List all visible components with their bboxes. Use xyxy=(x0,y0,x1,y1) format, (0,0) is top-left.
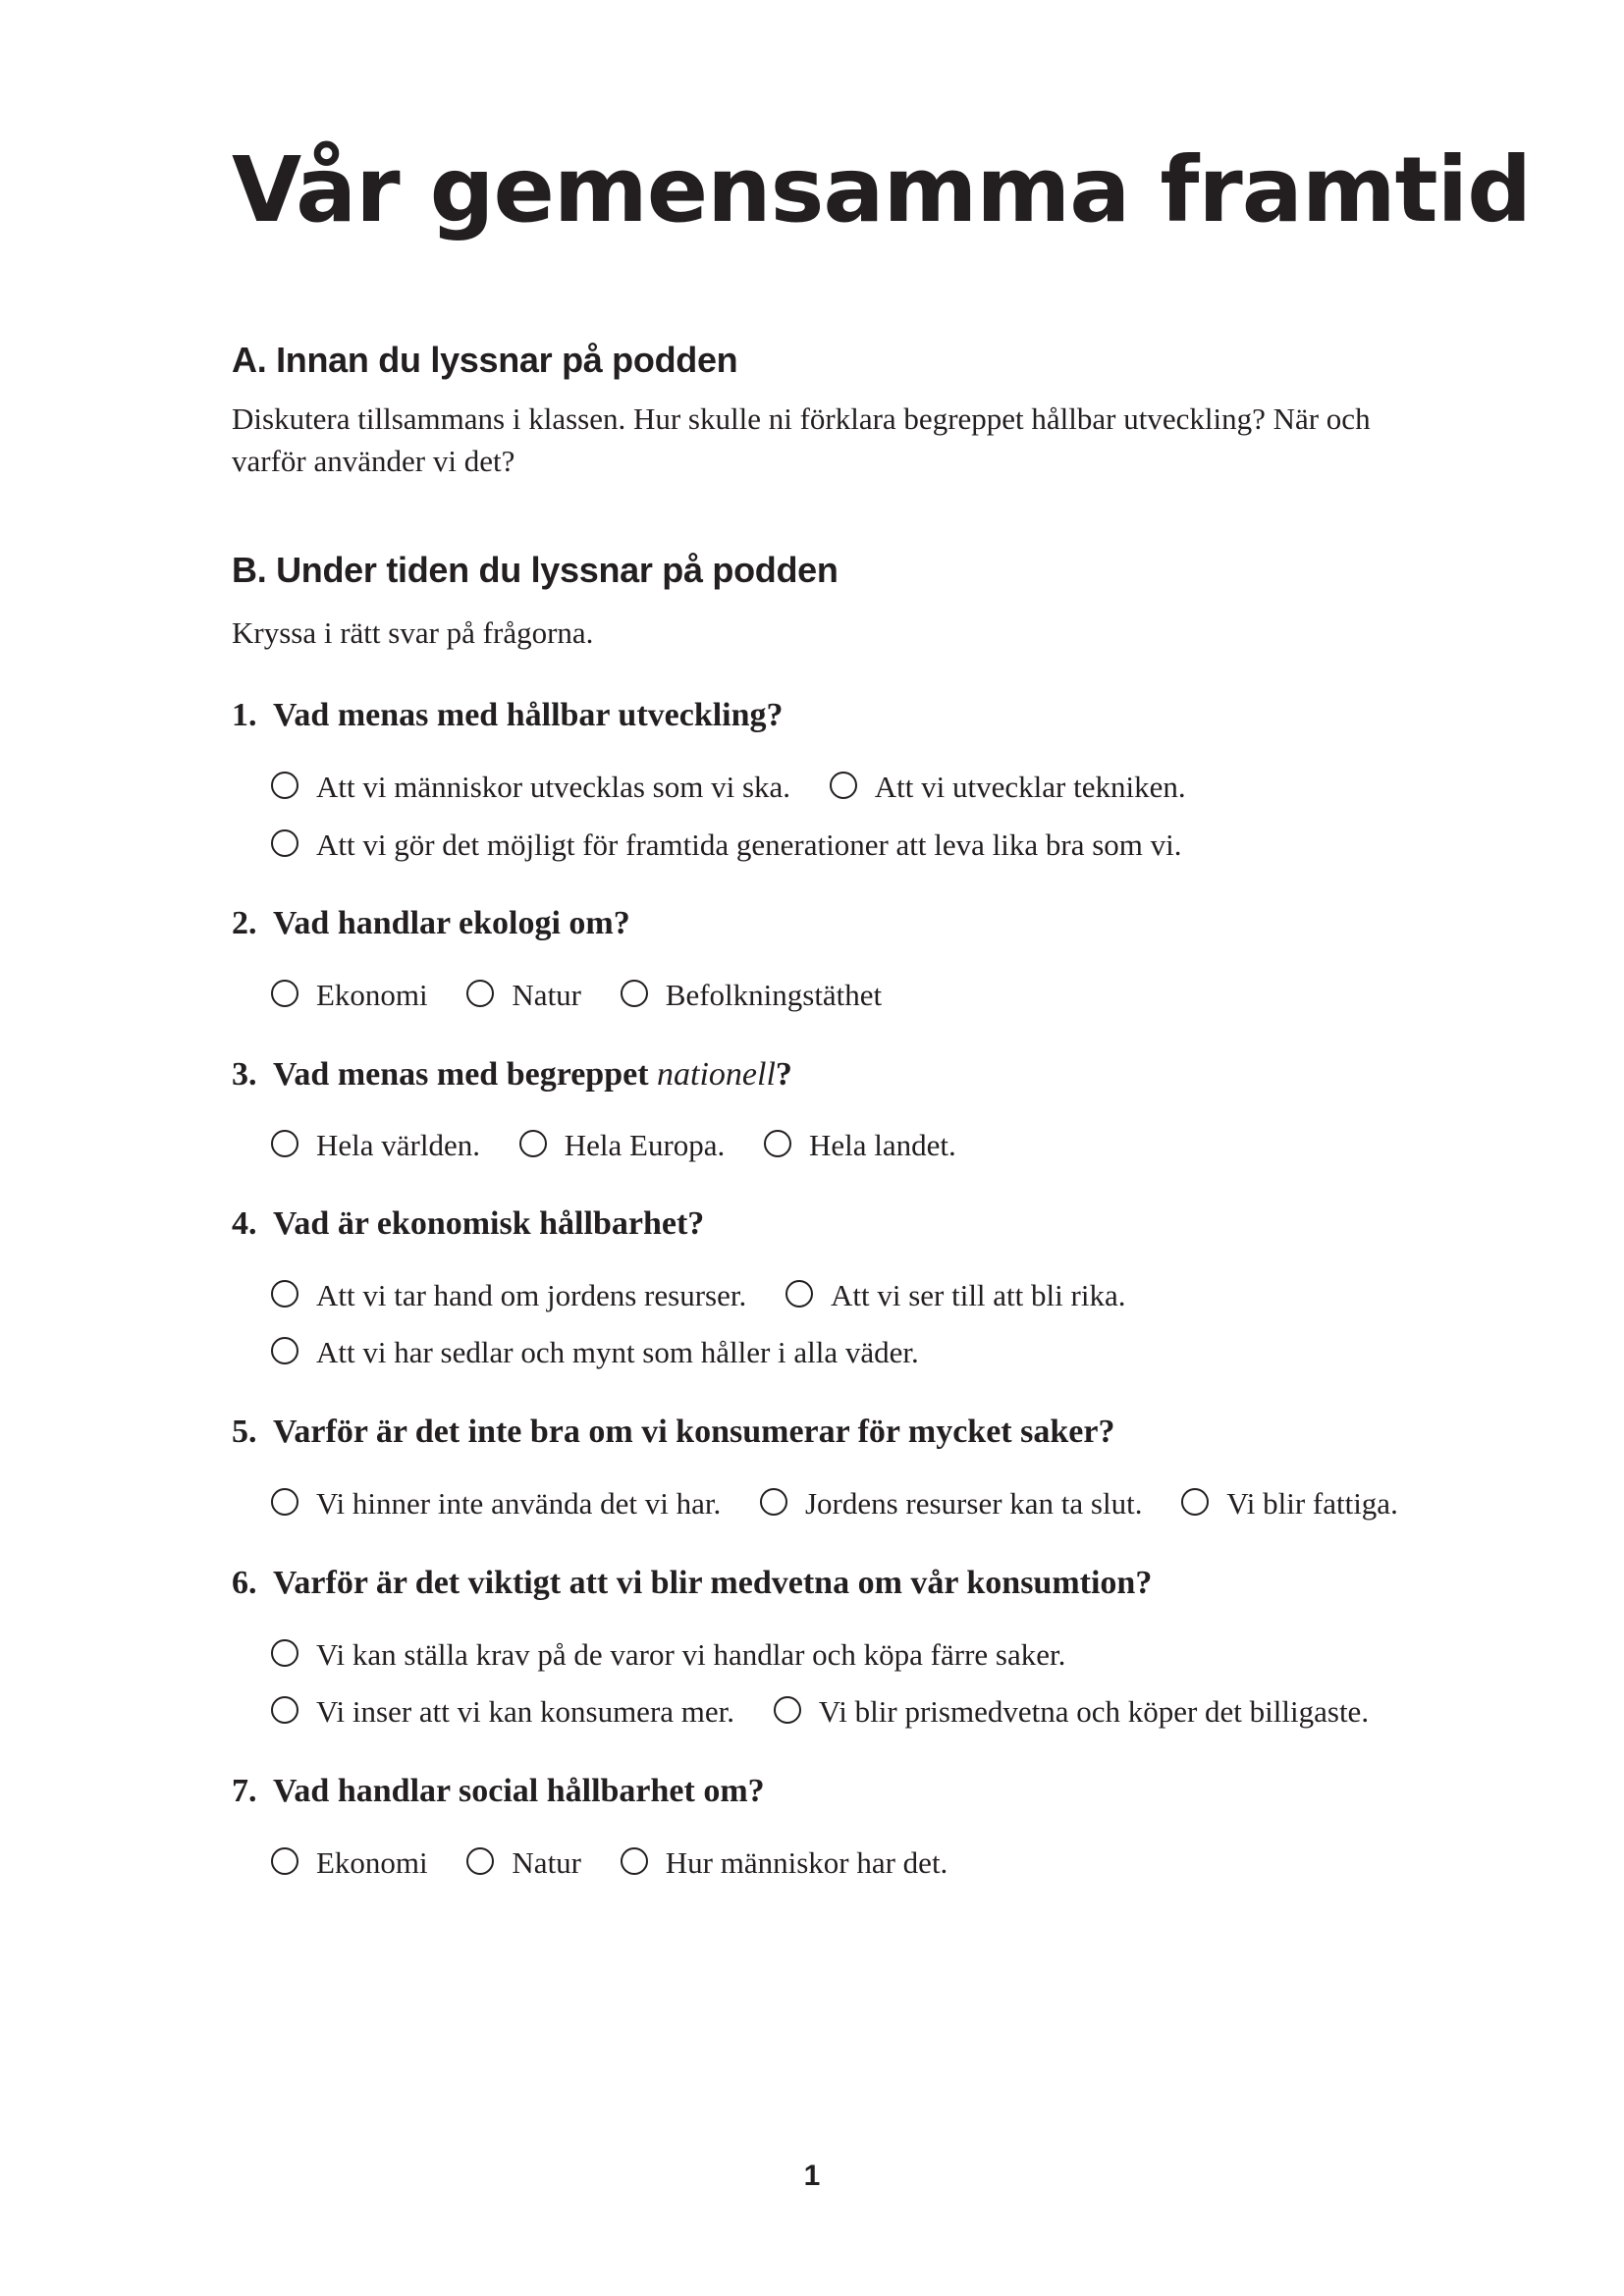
option-label: Att vi tar hand om jordens resurser. xyxy=(316,1278,747,1313)
question-2 xyxy=(232,905,630,942)
question-3-options-row-1 xyxy=(271,1122,956,1161)
question-5-options-row-1 xyxy=(271,1480,1398,1520)
radio-button[interactable] xyxy=(271,1696,298,1724)
option-label: Natur xyxy=(512,1845,582,1881)
radio-button[interactable] xyxy=(760,1488,787,1516)
radio-button[interactable] xyxy=(466,980,494,1007)
option-label: Att vi gör det möjligt för framtida generationer att leva lika bra som vi. xyxy=(316,828,1182,863)
question-number: 5. xyxy=(232,1414,257,1450)
option-label: Befolkningstäthet xyxy=(665,978,883,1013)
question-text: Varför är det viktigt att vi blir medvetna om vår konsumtion? xyxy=(273,1565,1153,1601)
radio-button[interactable] xyxy=(774,1696,801,1724)
option-label: Att vi människor utvecklas som vi ska. xyxy=(316,770,791,805)
question-number: 7. xyxy=(232,1773,257,1809)
section-a-text xyxy=(232,398,1459,482)
question-4 xyxy=(232,1205,704,1243)
radio-button[interactable] xyxy=(271,1130,298,1157)
question-number: 4. xyxy=(232,1205,257,1242)
question-number: 6. xyxy=(232,1565,257,1601)
option-label: Hur människor har det. xyxy=(665,1845,948,1881)
question-1-options-row-1 xyxy=(271,764,1186,803)
q5-option-b[interactable] xyxy=(760,1481,1143,1523)
q2-option-c[interactable] xyxy=(621,973,882,1015)
question-5 xyxy=(232,1414,1114,1451)
q2-option-a[interactable] xyxy=(271,973,428,1015)
radio-button[interactable] xyxy=(785,1280,813,1308)
question-1 xyxy=(232,697,784,734)
radio-button[interactable] xyxy=(466,1847,494,1875)
option-label: Att vi ser till att bli rika. xyxy=(830,1278,1126,1313)
radio-button[interactable] xyxy=(271,1280,298,1308)
radio-button[interactable] xyxy=(519,1130,547,1157)
radio-button[interactable] xyxy=(271,1639,298,1667)
question-text-italic: nationell xyxy=(657,1056,776,1093)
section-a-heading: A. Innan du lyssnar på podden xyxy=(232,340,738,380)
radio-button[interactable] xyxy=(271,1337,298,1364)
q7-option-b[interactable] xyxy=(466,1841,581,1883)
question-text: Vad är ekonomisk hållbarhet? xyxy=(273,1205,705,1242)
q5-option-c[interactable] xyxy=(1181,1481,1398,1523)
radio-button[interactable] xyxy=(271,1847,298,1875)
question-number: 2. xyxy=(232,905,257,941)
q7-option-c[interactable] xyxy=(621,1841,948,1883)
question-text: Vad menas med hållbar utveckling? xyxy=(273,697,784,733)
option-label: Hela Europa. xyxy=(564,1128,726,1163)
q4-option-b[interactable] xyxy=(785,1273,1125,1315)
radio-button[interactable] xyxy=(271,1488,298,1516)
q1-option-a[interactable] xyxy=(271,765,790,807)
radio-button[interactable] xyxy=(271,829,298,857)
option-label: Vi hinner inte använda det vi har. xyxy=(316,1486,722,1522)
option-label: Vi kan ställa krav på de varor vi handlar och köpa färre saker. xyxy=(316,1637,1066,1673)
q2-option-b[interactable] xyxy=(466,973,581,1015)
radio-button[interactable] xyxy=(830,772,857,799)
q6-option-c[interactable] xyxy=(774,1689,1369,1732)
question-7-options-row-1 xyxy=(271,1840,947,1879)
option-label: Hela världen. xyxy=(316,1128,480,1163)
question-7 xyxy=(232,1773,765,1810)
option-label: Att vi utvecklar tekniken. xyxy=(874,770,1186,805)
option-label: Ekonomi xyxy=(316,978,428,1013)
question-text-before: Vad menas med begreppet xyxy=(273,1056,658,1093)
q4-option-c[interactable] xyxy=(271,1330,919,1372)
question-text: Vad handlar social hållbarhet om? xyxy=(273,1773,765,1809)
q7-option-a[interactable] xyxy=(271,1841,428,1883)
section-b-heading: B. Under tiden du lyssnar på podden xyxy=(232,550,839,590)
q3-option-a[interactable] xyxy=(271,1123,480,1165)
q3-option-c[interactable] xyxy=(764,1123,956,1165)
radio-button[interactable] xyxy=(764,1130,791,1157)
question-2-options-row-1 xyxy=(271,972,882,1011)
section-a-text-line2: varför använder vi det? xyxy=(232,444,515,478)
section-a-text-line1: Diskutera tillsammans i klassen. Hur skulle ni förklara begreppet hållbar utveckling? När och xyxy=(232,401,1371,436)
section-b-instruction: Kryssa i rätt svar på frågorna. xyxy=(232,615,594,650)
radio-button[interactable] xyxy=(621,980,648,1007)
option-label: Vi inser att vi kan konsumera mer. xyxy=(316,1694,735,1730)
option-label: Hela landet. xyxy=(809,1128,956,1163)
question-text: Vad handlar ekologi om? xyxy=(273,905,630,941)
q1-option-c[interactable] xyxy=(271,823,1182,865)
question-1-options-row-2 xyxy=(271,822,1182,861)
q3-option-b[interactable] xyxy=(519,1123,726,1165)
question-6 xyxy=(232,1565,1152,1602)
radio-button[interactable] xyxy=(271,772,298,799)
question-number: 1. xyxy=(232,697,257,733)
option-label: Natur xyxy=(512,978,582,1013)
option-label: Jordens resurser kan ta slut. xyxy=(804,1486,1143,1522)
page-number: 1 xyxy=(803,2160,821,2192)
question-6-options-row-1 xyxy=(271,1631,1065,1671)
q1-option-b[interactable] xyxy=(830,765,1186,807)
option-label: Att vi har sedlar och mynt som håller i alla väder. xyxy=(316,1335,919,1370)
radio-button[interactable] xyxy=(271,980,298,1007)
option-label: Vi blir fattiga. xyxy=(1226,1486,1398,1522)
page-title: Vår gemensamma framtid xyxy=(232,137,1532,242)
radio-button[interactable] xyxy=(1181,1488,1209,1516)
q4-option-a[interactable] xyxy=(271,1273,746,1315)
question-3 xyxy=(232,1056,792,1094)
question-text-after: ? xyxy=(775,1056,792,1093)
question-6-options-row-2 xyxy=(271,1688,1369,1728)
q6-option-a[interactable] xyxy=(271,1632,1065,1675)
question-text: Varför är det inte bra om vi konsumerar för mycket saker? xyxy=(273,1414,1115,1450)
radio-button[interactable] xyxy=(621,1847,648,1875)
option-label: Vi blir prismedvetna och köper det billigaste. xyxy=(818,1694,1370,1730)
option-label: Ekonomi xyxy=(316,1845,428,1881)
question-number: 3. xyxy=(232,1056,257,1093)
q6-option-b[interactable] xyxy=(271,1689,734,1732)
q5-option-a[interactable] xyxy=(271,1481,721,1523)
question-4-options-row-1 xyxy=(271,1272,1125,1311)
question-4-options-row-2 xyxy=(271,1329,919,1368)
